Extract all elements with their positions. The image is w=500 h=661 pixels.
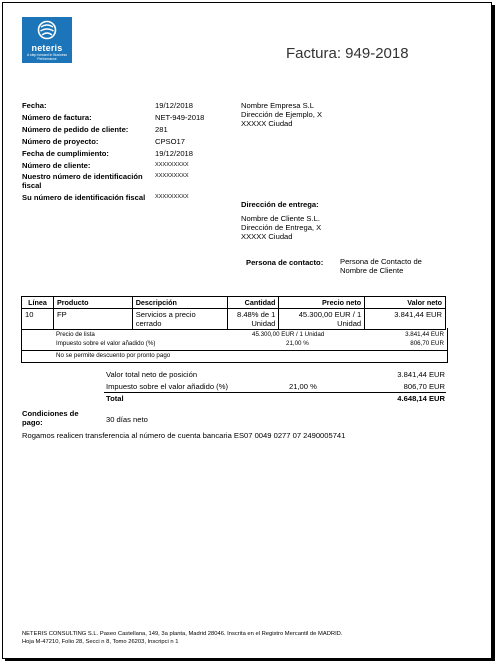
quantity-unit: Unidad — [251, 319, 276, 328]
items-table — [21, 296, 446, 330]
grand-total-value: 4.648,14 EUR — [397, 394, 445, 403]
payment-label-line: pago: — [22, 418, 43, 427]
info-value: XXXXXXXXX — [155, 162, 189, 168]
company-logo — [22, 17, 72, 63]
delivery-street: Dirección de Entrega, X — [241, 223, 322, 232]
table-row — [22, 309, 446, 330]
cell-net-value: 3.841,44 EUR — [365, 309, 446, 330]
payment-terms-label — [22, 409, 79, 427]
info-value: XXXXXXXXX — [155, 194, 189, 200]
description-line: cerrado — [135, 319, 162, 328]
invoice-title: Factura: 949-2018 — [286, 45, 409, 62]
total-vat-label: Impuesto sobre el valor añadido (%) — [106, 382, 228, 391]
info-value: 281 — [155, 125, 168, 134]
total-net-value: 3.841,44 EUR — [397, 370, 445, 379]
header-quantity: Cantidad — [228, 297, 279, 309]
sender-address — [241, 101, 322, 128]
info-label: Fecha: — [22, 101, 47, 110]
header-price: Precio neto — [279, 297, 365, 309]
cell-product: FP — [53, 309, 132, 330]
total-vat-value: 806,70 EUR — [403, 382, 445, 391]
company-slogan: A step forward in Business Performance — [27, 53, 67, 61]
info-label: Nuestro número de identificación fiscal — [22, 172, 143, 190]
globe-icon — [37, 20, 57, 40]
delivery-city: XXXXX Ciudad — [241, 232, 293, 241]
vat-value: 21,00 % — [286, 340, 309, 347]
discount-note: No se permite descuento por pronto pago — [56, 352, 171, 359]
footer-line: Hoja M-47210, Folio 28, Secci n 8, Tomo 26203, Inscripci n 1 — [22, 639, 179, 645]
info-label: Número de proyecto: — [22, 137, 99, 146]
payment-terms-value: 30 días neto — [106, 415, 148, 424]
cell-line: 10 — [22, 309, 54, 330]
list-price-label: Precio de lista — [56, 331, 95, 338]
sender-city: XXXXX Ciudad — [241, 119, 293, 128]
cell-description — [132, 309, 228, 330]
sender-street: Dirección de Ejemplo, X — [241, 110, 323, 119]
vat-label: Impuesto sobre el valor añadido (%) — [56, 340, 156, 347]
company-brand: neteris — [31, 43, 63, 53]
bank-transfer-note: Rogamos realicen transferencia al número de cuenta bancaria ES07 0049 0277 07 2490005741 — [22, 431, 346, 440]
item-note — [21, 351, 448, 363]
contact-line: Nombre de Cliente — [340, 266, 404, 275]
info-label: Fecha de cumplimiento: — [22, 149, 109, 158]
info-value: 19/12/2018 — [155, 101, 194, 110]
delivery-title: Dirección de entrega: — [241, 200, 319, 209]
contact-line: Persona de Contacto de — [340, 257, 422, 266]
info-value: 19/12/2018 — [155, 149, 194, 158]
payment-label-line: Condiciones de — [22, 409, 79, 418]
header-product: Producto — [53, 297, 132, 309]
contact-label: Persona de contacto: — [246, 258, 324, 267]
info-label: Número de pedido de cliente: — [22, 125, 129, 134]
vat-net: 806,70 EUR — [410, 340, 444, 347]
total-vat-rate: 21,00 % — [289, 382, 317, 391]
info-value: XXXXXXXXX — [155, 173, 189, 179]
delivery-name: Nombre de Cliente S.L. — [241, 214, 320, 223]
list-price-value: 45.300,00 EUR / 1 Unidad — [252, 331, 325, 338]
totals-divider — [104, 392, 446, 393]
total-net-label: Valor total neto de posición — [106, 370, 198, 379]
list-price-net: 3.841,44 EUR — [405, 331, 444, 338]
cell-price — [279, 309, 365, 330]
info-label: Número de cliente: — [22, 161, 91, 170]
info-value: CPSO17 — [155, 137, 185, 146]
quantity-line: 8.48% de 1 — [236, 310, 276, 319]
item-detail — [21, 328, 448, 351]
info-label: Su número de identificación fiscal — [22, 193, 146, 202]
delivery-address — [241, 214, 321, 241]
grand-total-label: Total — [106, 394, 124, 403]
price-line: 45.300,00 EUR / 1 — [298, 310, 362, 319]
header-description: Descripción — [132, 297, 228, 309]
info-label: Número de factura: — [22, 113, 92, 122]
header-net-value: Valor neto — [365, 297, 446, 309]
price-unit: Unidad — [337, 319, 362, 328]
info-value: NET-949-2018 — [155, 113, 205, 122]
cell-quantity — [228, 309, 279, 330]
header-line: Línea — [22, 297, 54, 309]
sender-name: Nombre Empresa S.L — [241, 101, 315, 110]
description-line: Servicios a precio — [135, 310, 196, 319]
table-header-row — [22, 297, 446, 309]
contact-value — [340, 257, 422, 275]
footer-line: NETERIS CONSULTING S.L. Paseo Castellana, 149, 3a planta, Madrid 28046. Inscrita en el Registro Mercantil de MADRID. — [22, 631, 343, 637]
